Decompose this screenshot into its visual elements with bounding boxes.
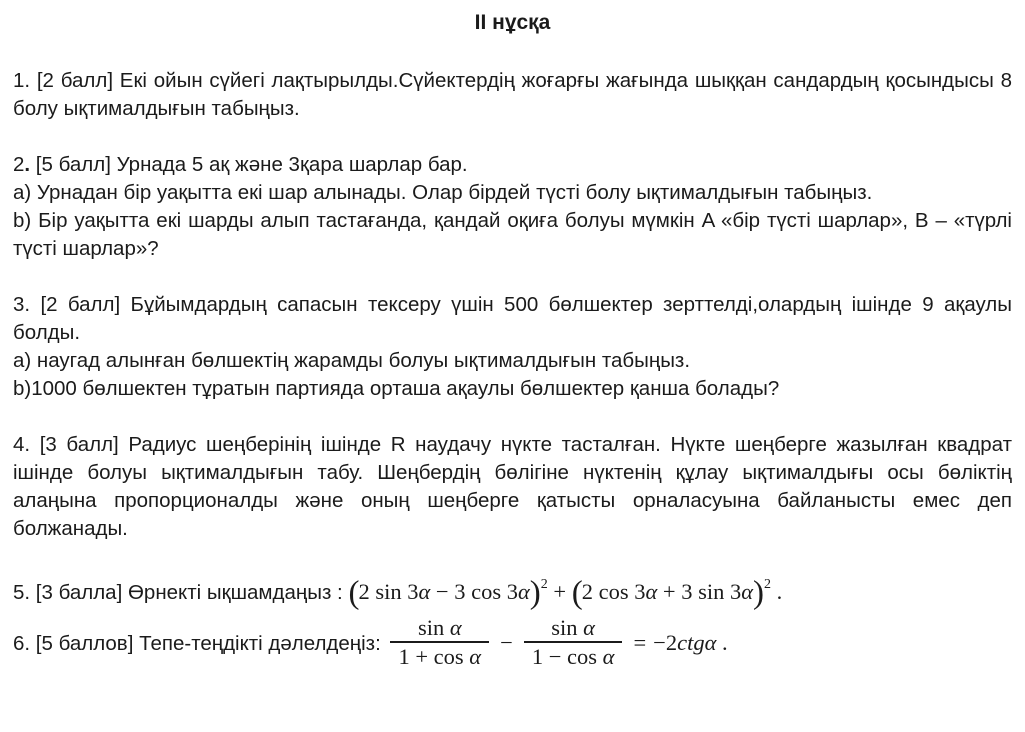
question-3-part-b: b)1000 бөлшектен тұратын партияда орташа ақаулы бөлшектер қанша болады? bbox=[13, 377, 780, 400]
alpha-symbol: α bbox=[418, 579, 431, 604]
cos-expression: 1 − cos bbox=[531, 644, 603, 669]
minus-operator: − bbox=[500, 630, 513, 656]
fraction-denominator bbox=[524, 643, 623, 670]
question-3-main: 3. [2 балл] Бұйымдардың сапасын тексеру үшін 500 бөлшектер зерттелді,олардың ішінде 9 ақаулы болды. bbox=[13, 293, 1012, 344]
question-6-label: 6. [5 баллов] Тепе-теңдікті дәлелдеңіз: bbox=[13, 632, 381, 656]
fraction bbox=[524, 614, 623, 670]
formula-term: 2 sin 3 bbox=[358, 579, 419, 604]
fraction-numerator bbox=[524, 614, 623, 643]
cos-expression: 1 + cos bbox=[398, 644, 470, 669]
left-paren: ( bbox=[348, 575, 359, 611]
question-6-line bbox=[13, 617, 1012, 673]
alpha-symbol: α bbox=[645, 579, 658, 604]
fraction bbox=[390, 614, 489, 670]
alpha-symbol: α bbox=[583, 615, 595, 640]
question-4 bbox=[13, 431, 1012, 543]
formula-term: − 3 cos 3 bbox=[430, 579, 518, 604]
right-paren: ) bbox=[529, 575, 540, 611]
alpha-symbol: α bbox=[704, 630, 717, 656]
formula-period: . bbox=[716, 630, 728, 656]
exponent: 2 bbox=[764, 577, 772, 592]
equals-sign: = bbox=[633, 630, 647, 656]
question-5-label: 5. [3 балла] Өрнекті ықшамдаңыз : bbox=[13, 581, 343, 604]
question-3-part-a: a) наугад алынған бөлшектің жарамды болуы ықтималдығын табыңыз. bbox=[13, 349, 691, 372]
question-5 bbox=[13, 571, 1012, 611]
formula-term: 2 cos 3 bbox=[581, 579, 646, 604]
question-2-number-dot: . bbox=[24, 153, 31, 176]
sin-function: sin bbox=[551, 615, 584, 640]
coefficient: −2 bbox=[653, 630, 678, 656]
question-5-line bbox=[13, 571, 1012, 611]
question-2-number: 2 bbox=[13, 153, 25, 176]
question-1-text: 1. [2 балл] Екі ойын сүйегі лақтырылды.Сүйектердің жоғарғы жағында шыққан сандардың қосындысы 8 болу ықтималдығын табыңыз. bbox=[13, 69, 1012, 120]
fraction-numerator bbox=[390, 614, 489, 643]
question-2-intro-text: [5 балл] Урнада 5 ақ және 3қара шарлар бар. bbox=[30, 153, 468, 176]
right-paren: ) bbox=[753, 575, 764, 611]
question-2-part-b: b) Бір уақытта екі шарды алып тастағанда, қандай оқиға болуы мүмкін A «бір түсті шарлар», B – «түрлі түсті шарлар»? bbox=[13, 209, 1012, 260]
alpha-symbol: α bbox=[449, 615, 462, 640]
sin-function: sin bbox=[417, 615, 450, 640]
exponent: 2 bbox=[540, 577, 548, 592]
question-2-intro bbox=[13, 151, 1012, 179]
question-2 bbox=[13, 151, 1012, 263]
fraction-denominator bbox=[390, 643, 489, 670]
question-5-formula bbox=[348, 575, 783, 611]
formula-period: . bbox=[771, 579, 783, 604]
left-paren: ( bbox=[571, 575, 582, 611]
ctg-function: ctg bbox=[677, 630, 705, 656]
alpha-symbol: α bbox=[741, 579, 754, 604]
alpha-symbol: α bbox=[517, 579, 530, 604]
page-title: II нұсқа bbox=[474, 11, 551, 34]
question-3 bbox=[13, 291, 1012, 403]
question-6-formula bbox=[386, 615, 728, 669]
question-1 bbox=[13, 67, 1012, 123]
question-6 bbox=[13, 617, 1012, 673]
formula-term: + 3 sin 3 bbox=[657, 579, 742, 604]
question-4-text: 4. [3 балл] Радиус шеңберінің ішінде R наудачу нүкте тасталған. Нүкте шеңберге жазылған квадрат ішінде болуы ықтималдығын табу. Шеңбердің бөлігіне нүктенің құлау ықтималдығы осы бөліктің алаңына пропорционалды және оның шеңберге қатысты орналасуына байланысты емес деп болжанады. bbox=[13, 433, 1012, 540]
alpha-symbol: α bbox=[602, 644, 615, 669]
question-2-part-a: a) Урнадан бір уақытта екі шар алынады. Олар бірдей түсті болу ықтималдығын табыңыз. bbox=[13, 181, 873, 204]
plus-operator: + bbox=[547, 579, 572, 604]
alpha-symbol: α bbox=[469, 644, 482, 669]
